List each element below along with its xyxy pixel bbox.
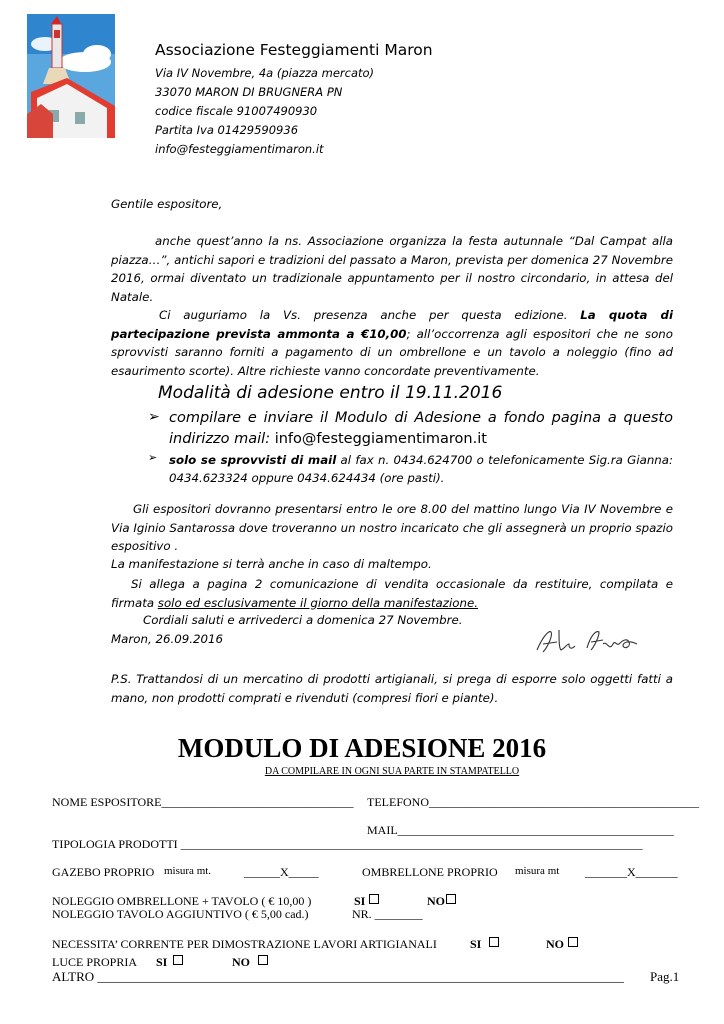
altro-field[interactable]: ALTRO _________________________________________________________________________________ — [52, 969, 624, 984]
no-label: NO — [546, 937, 564, 951]
paragraph-arrivo: Gli espositori dovranno presentarsi entro le ore 8.00 del mattino lungo Via IV Novembre e Via Iginio Santarossa dove troveranno un nostro incaricato che gli assegnerà un proprio spazio espositivo . — [111, 502, 673, 553]
corrente-no-option[interactable] — [546, 937, 578, 952]
luce-no-option[interactable] — [232, 955, 268, 970]
modalita-title: Modalità di adesione entro il 19.11.2016 — [158, 383, 503, 403]
checkbox-icon[interactable] — [446, 894, 456, 904]
luce-si-option[interactable] — [156, 955, 183, 970]
gazebo-label: GAZEBO PROPRIO — [52, 865, 155, 879]
luce-label: LUCE PROPRIA — [52, 955, 138, 969]
noleggio-ombrellone-label: NOLEGGIO OMBRELLONE + TAVOLO ( € 10,00 ) — [52, 894, 312, 908]
telefono-field[interactable]: TELEFONO_____________________________________________ — [367, 795, 699, 809]
corrente-label: NECESSITA’ CORRENTE PER DIMOSTRAZIONE LAVORI ARTIGIANALI — [52, 937, 437, 951]
allegato-text: Si allega a pagina 2 comunicazione di vendita occasionale da restituire, compilata e firmata — [111, 577, 673, 610]
noleggio-tavolo-label: NOLEGGIO TAVOLO AGGIUNTIVO ( € 5,00 cad.) — [52, 907, 309, 921]
ombrellone-misura-label: misura mt — [515, 865, 560, 877]
closing-greeting: Cordiali saluti e arrivederci a domenica 27 Novembre. — [143, 613, 463, 627]
ombrellone-size-field[interactable]: _______X_______ — [585, 865, 678, 879]
no-label: NO — [427, 894, 445, 908]
logo — [27, 14, 115, 138]
paragraph-quota — [111, 306, 673, 380]
form-subtitle: DA COMPILARE IN OGNI SUA PARTE IN STAMPATELLO — [264, 766, 520, 777]
checkbox-icon[interactable] — [258, 955, 268, 965]
bullet-email-address[interactable]: info@festeggiamentimaron.it — [274, 431, 487, 447]
postscript: P.S. Trattandosi di un mercatino di prodotti artigianali, si prega di esporre solo oggetti fatti a mano, non prodotti comprati e rivenduti (compresi fiori e piante). — [111, 672, 673, 705]
quota-details: ; all’occorrenza agli espositori che ne sono sprovvisti saranno forniti a pagamento di un ombrellone e un tavolo a noleggio (fino ad esaurimento scorte). Altre richieste vanno concordate preventivamente. — [111, 326, 673, 378]
bullet-fax-text: al fax n. 0434.624700 o telefonicamente Sig.ra Gianna: 0434.623324 oppure 0434.624434 (ore pasti). — [169, 453, 673, 485]
greeting: Gentile espositore, — [111, 197, 223, 211]
page-number: Pag.1 — [650, 969, 680, 984]
intro-text: anche quest’anno la ns. Associazione organizza la festa autunnale “Dal Campat alla piazza…”, antichi sapori e tradizioni del passato a Maron, prevista per domenica — [111, 234, 673, 267]
bullet-fax-bold: solo se sprovvisti di mail — [169, 453, 337, 467]
si-label: SI — [470, 937, 482, 951]
address-line: 33070 MARON DI BRUGNERA PN — [155, 85, 343, 99]
quota-intro: Ci auguriamo la Vs. presenza anche per questa edizione. — [159, 308, 568, 322]
mail-field[interactable]: MAIL______________________________________________ — [367, 823, 674, 837]
noleggio-no-option[interactable] — [427, 894, 456, 909]
no-label: NO — [232, 955, 250, 969]
signature — [533, 622, 643, 667]
arrow-bullet-icon: ➢ — [148, 451, 158, 464]
nome-espositore-field[interactable]: NOME ESPOSITORE________________________________ — [52, 795, 354, 809]
place-date: Maron, 26.09.2016 — [111, 632, 223, 646]
checkbox-icon[interactable] — [369, 894, 379, 904]
bullet-email — [169, 408, 673, 450]
form-title: MODULO DI ADESIONE 2016 — [177, 733, 547, 763]
address-line: codice fiscale 91007490930 — [155, 104, 318, 118]
allegato-underlined: solo ed esclusivamente il giorno della manifestazione. — [157, 595, 478, 610]
checkbox-icon[interactable] — [489, 937, 499, 947]
bullet-fax — [169, 451, 673, 487]
arrow-bullet-icon: ➢ — [148, 409, 160, 425]
quota-amount: La quota di partecipazione prevista ammonta a €10,00 — [111, 308, 673, 341]
tipologia-field[interactable]: TIPOLOGIA PRODOTTI _____________________________________________________________________________ — [52, 837, 643, 851]
signature-text — [533, 622, 537, 623]
event-date: 27 Novembre 2016 — [111, 252, 673, 285]
paragraph-intro — [111, 232, 673, 306]
intro-text-end: , ormai diventato un tradizionale appuntamento per il nostro circondario, in attesa del Natale. — [111, 271, 673, 304]
checkbox-icon[interactable] — [568, 937, 578, 947]
bullet-email-text: compilare e inviare il Modulo di Adesione a fondo pagina a questo indirizzo mail: — [169, 410, 673, 447]
paragraph-maltempo: La manifestazione si terrà anche in caso di maltempo. — [111, 557, 432, 571]
gazebo-misura-label: misura mt. — [164, 865, 212, 877]
corrente-si-option[interactable] — [470, 937, 499, 952]
si-label: SI — [156, 955, 168, 969]
si-label: SI — [354, 894, 366, 908]
email-address: info@festeggiamentimaron.it — [155, 142, 324, 156]
gazebo-size-field[interactable]: ______X_____ — [244, 865, 319, 879]
address-line: Partita Iva 01429590936 — [155, 123, 299, 137]
ombrellone-label: OMBRELLONE PROPRIO — [362, 865, 498, 879]
org-name: Associazione Festeggiamenti Maron — [155, 41, 433, 59]
nr-tavoli-field[interactable]: NR. ________ — [352, 907, 423, 921]
checkbox-icon[interactable] — [173, 955, 183, 965]
address-line: Via IV Novembre, 4a (piazza mercato) — [155, 66, 375, 80]
paragraph-allegato — [111, 575, 673, 612]
